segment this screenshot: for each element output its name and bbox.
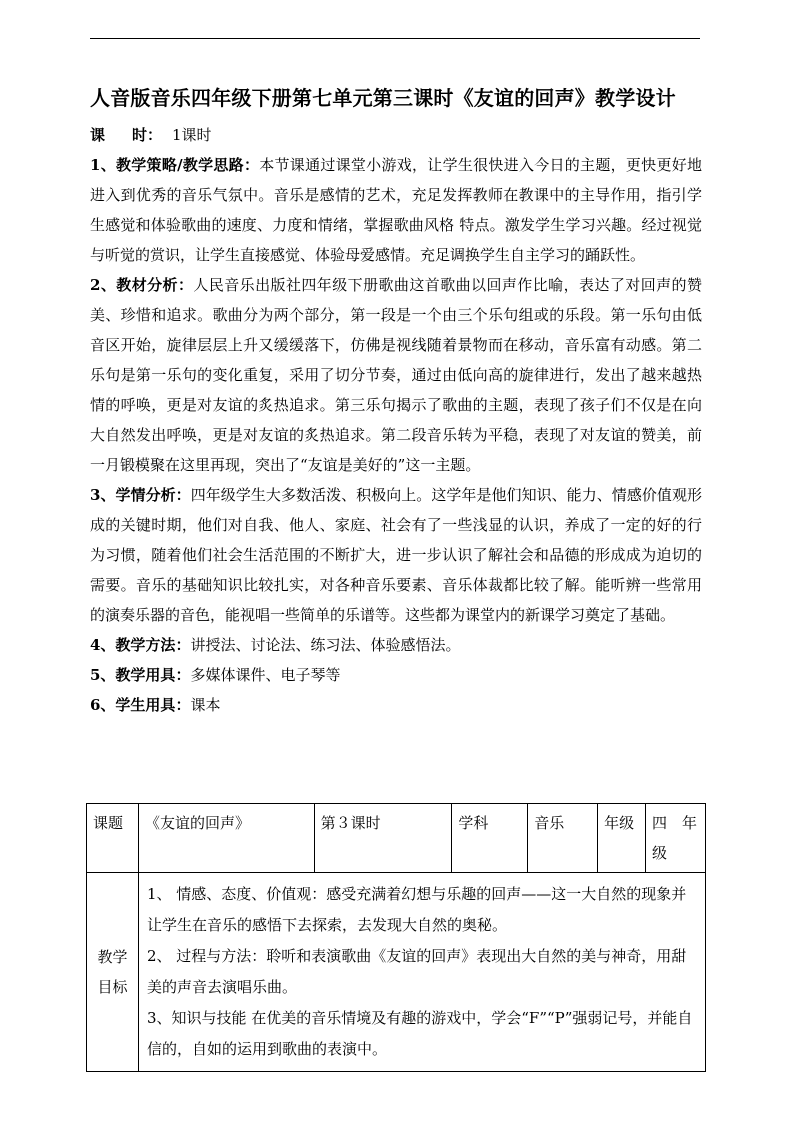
section-student-tools [90, 690, 702, 720]
section-text: 四年级学生大多数活泼、积极向上。这学年是他们知识、能力、情感价值观形成的关键时期，他们对自我、他人、家庭、社会有了一些浅显的认识，养成了一定的好的行为习惯，随着他们社会生活范围的不断扩大，进一步认识了解社会和品德的形成成为迫切的需要。音乐的基础知识比较扎实，对各种音乐要素、音乐体裁都比较了解。能听辨一些常用的演奏乐器的音色，能视唱一些简单的乐谱等。这些都为课堂内的新课学习奠定了基础。 [90, 486, 702, 624]
lesson-number-cell: 第３课时 [314, 804, 452, 873]
section-strategy [90, 150, 702, 270]
section-material-analysis [90, 270, 702, 480]
goals-label-cell: 教学目标 [87, 873, 139, 1072]
goal-item: 2、 过程与方法：聆听和表演歌曲《友谊的回声》表现出大自然的美与神奇，用甜美的声音去演唱乐曲。 [146, 947, 687, 996]
section-text: 多媒体课件、电子琴等 [190, 666, 341, 684]
section-heading: 4、教学方法： [90, 636, 191, 654]
header-rule [90, 38, 700, 39]
section-student-analysis [90, 480, 702, 630]
document-title: 人音版音乐四年级下册第七单元第三课时《友谊的回声》教学设计 [90, 86, 676, 110]
section-heading: 6、学生用具： [90, 696, 191, 714]
table-row [87, 804, 706, 873]
section-text: 讲授法、讨论法、练习法、体验感悟法。 [190, 636, 461, 654]
topic-label-cell: 课题 [87, 804, 139, 873]
class-hours-value: 1课时 [172, 126, 212, 144]
section-heading: 1、教学策略/教学思路： [90, 156, 260, 174]
class-hours-line [90, 120, 702, 150]
section-text: 人民音乐出版社四年级下册歌曲这首歌曲以回声作比喻，表达了对回声的赞美、珍惜和追求。歌曲分为两个部分，第一段是一个由三个乐句组或的乐段。第一乐句由低音区开始，旋律层层上升又缓缓落下，仿佛是视线随着景物而在移动，音乐富有动感。第二乐句是第一乐句的变化重复，采用了切分节奏，通过由低向高的旋律进行，发出了越来越热情的呼唤，更是对友谊的炙热追求。第三乐句揭示了歌曲的主题，表现了孩子们不仅是在向大自然发出呼唤，更是对友谊的炙热追求。第二段音乐转为平稳，表现了对友谊的赞美，前一月锻模聚在这里再现，突出了“友谊是美好的”这一主题。 [90, 276, 702, 474]
section-heading: 5、教学用具： [90, 666, 191, 684]
class-hours-label: 课 时： [90, 126, 163, 144]
document-body [90, 120, 702, 720]
section-heading: 2、教材分析： [90, 276, 194, 294]
grade-value-cell: 四 年级 [646, 804, 706, 873]
section-heading: 3、学情分析： [90, 486, 191, 504]
section-methods [90, 630, 702, 660]
subject-value-cell: 音乐 [528, 804, 598, 873]
goal-item: 1、 情感、态度、价值观：感受充满着幻想与乐趣的回声——这一大自然的现象并让学生在音乐的感悟下去探索，去发现大自然的奥秘。 [146, 885, 687, 934]
section-text: 课本 [190, 696, 221, 714]
subject-label-cell: 学科 [452, 804, 528, 873]
goals-content-cell [138, 873, 705, 1072]
grade-label-cell: 年级 [598, 804, 646, 873]
section-text: 本节课通过课堂小游戏，让学生很快进入今日的主题，更快更好地进入到优秀的音乐气氛中。音乐是感情的艺术，充足发挥教师在教课中的主导作用，指引学生感觉和体验歌曲的速度、力度和情绪，掌握歌曲风格 特点。激发学生学习兴趣。经过视觉与听觉的赏识，让学生直接感觉、体验母爱感情。充足调换学生自主学习的踊跃性。 [90, 156, 702, 264]
topic-value-cell: 《友谊的回声》 [138, 804, 314, 873]
lesson-info-table [86, 803, 706, 1072]
section-teaching-tools [90, 660, 702, 690]
table-row [87, 873, 706, 1072]
goal-item: 3、知识与技能 在优美的音乐情境及有趣的游戏中，学会“F”“P”强弱记号，并能自信的，自如的运用到歌曲的表演中。 [146, 1009, 693, 1058]
